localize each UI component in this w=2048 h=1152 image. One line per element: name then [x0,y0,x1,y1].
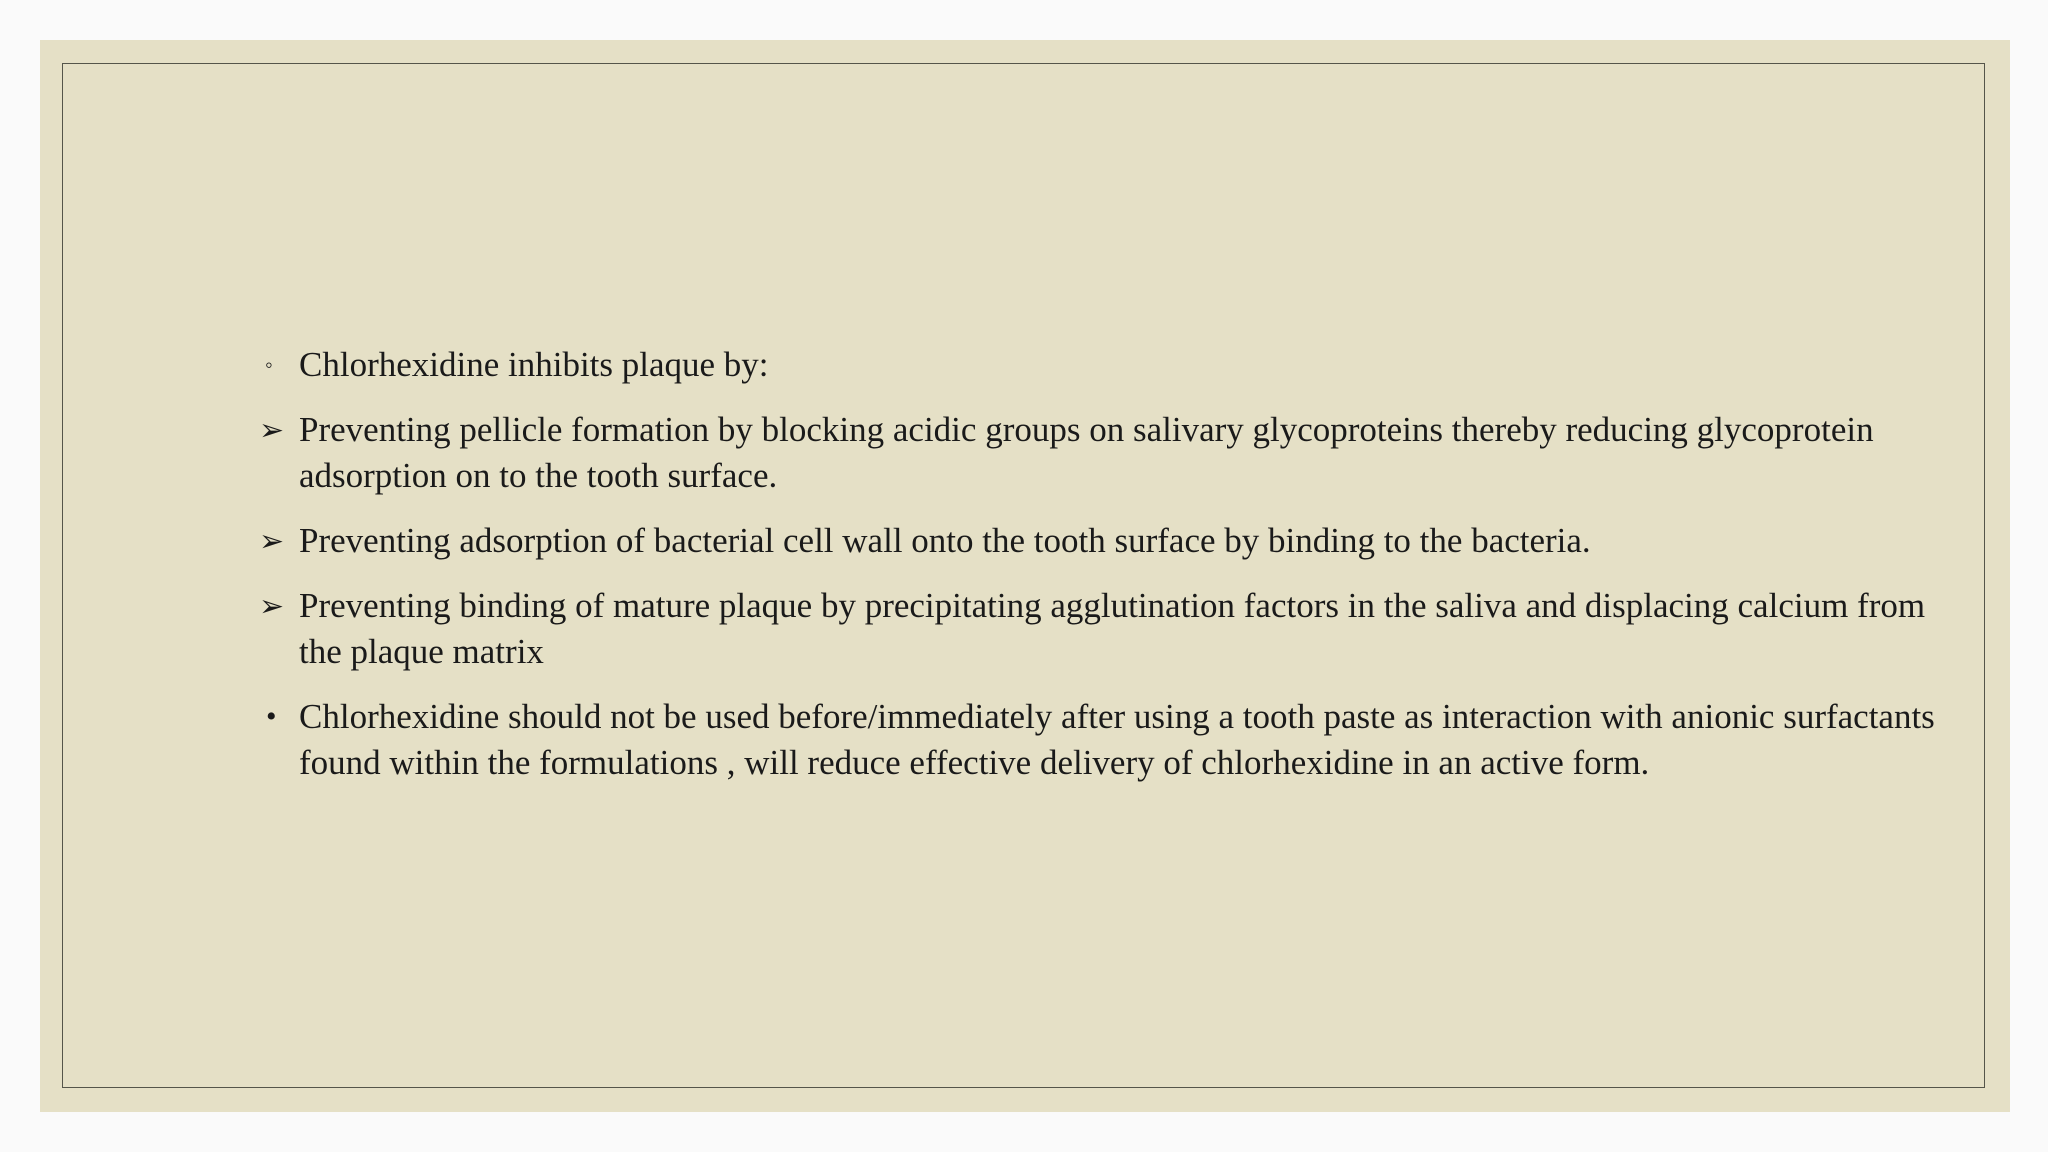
arrow-bullet-icon: ➢ [259,589,285,624]
bullet-text: Chlorhexidine should not be used before/immediately after using a tooth paste as interaction with anionic surfactants found within the formulations , will reduce effective delivery of chlorhexidine in an active form. [299,697,1935,782]
dot-bullet-icon: • [266,700,277,733]
circle-bullet-icon: ◦ [265,352,273,377]
slide [40,40,2010,1112]
slide-content [40,40,2010,1112]
arrow-bullet-icon: ➢ [259,524,285,559]
arrow-bullet-icon: ➢ [259,413,285,448]
bullet-text: Preventing binding of mature plaque by precipitating agglutination factors in the saliva and displacing calcium from the plaque matrix [299,586,1926,671]
bullet-item-preventing-adsorption [259,518,1939,564]
bullet-item-toothpaste-warning [259,694,1939,786]
bullet-text: Chlorhexidine inhibits plaque by: [299,345,769,384]
bullet-item-chlorhexidine-inhibits [259,342,1939,388]
bullet-text: Preventing adsorption of bacterial cell wall onto the tooth surface by binding to the bacteria. [299,521,1591,560]
bullet-item-preventing-binding [259,583,1939,675]
bullet-text: Preventing pellicle formation by blocking acidic groups on salivary glycoproteins thereby reducing glycoprotein adsorption on to the tooth surface. [299,410,1874,495]
bullet-item-preventing-pellicle [259,407,1939,499]
